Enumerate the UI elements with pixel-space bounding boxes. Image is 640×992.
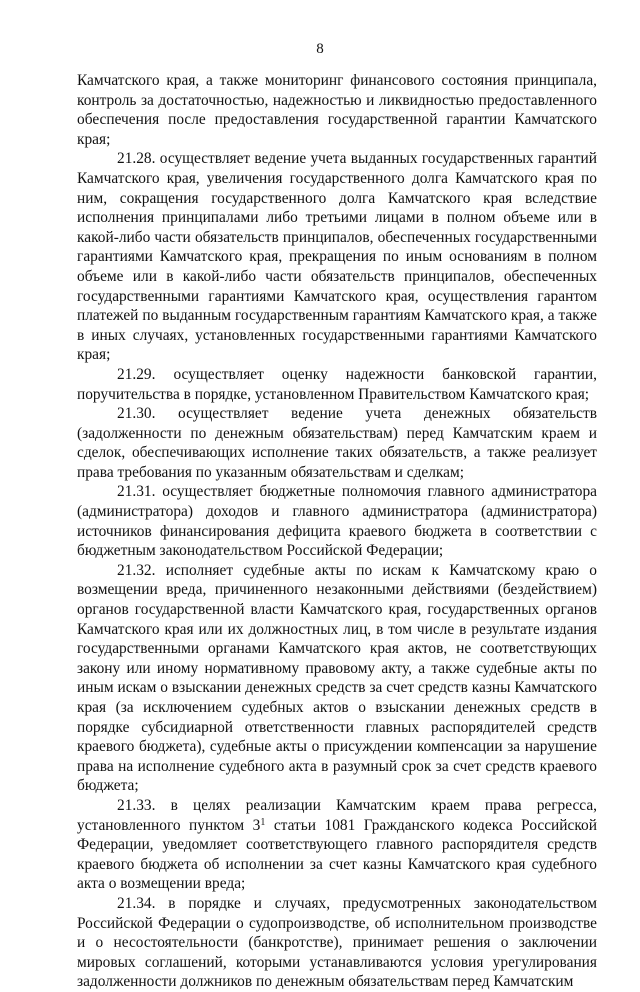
paragraph-continuation: Камчатского края, а также мониторинг финансового состояния принципала, контроль за достаточностью, надежностью и ликвидностью предоставленного обеспечения после предоставления государственной гарантии Камчатского края; bbox=[77, 72, 597, 148]
document-body bbox=[77, 71, 597, 992]
paragraph-21-31: 21.31. осуществляет бюджетные полномочия главного администратора (администратора) доходов и главного администратора (администратора) источников финансирования дефицита краевого бюджета в соответствии с бюджетным законодательством Российской Федерации; bbox=[77, 483, 597, 560]
paragraph-21-34: 21.34. в порядке и случаях, предусмотренных законодательством Российской Федерации о судопроизводстве, об исполнительном производстве и о несостоятельности (банкротстве), принимает решения о заключении мировых соглашений, которыми устанавливаются условия урегулирования задолженности должников по денежным обязательствам перед Камчатским bbox=[77, 894, 597, 991]
paragraph-21-33-text-end: статьи 1081 Гражданского кодекса Российской Федерации, уведомляет соответствующего главного распорядителя средств краевого бюджета об исполнении за счет казны Камчатского края судебного акта о возмещении вреда; bbox=[77, 816, 597, 893]
superscript-marker: 1 bbox=[260, 816, 266, 828]
page-number: 8 bbox=[316, 41, 324, 57]
paragraph-21-29: 21.29. осуществляет оценку надежности банковской гарантии, поручительства в порядке, установленном Правительством Камчатского края; bbox=[77, 365, 597, 403]
paragraph-21-32: 21.32. исполняет судебные акты по искам к Камчатскому краю о возмещении вреда, причиненного незаконными действиями (бездействием) органов государственной власти Камчатского края, государственных органов Камчатского края или их должностных лиц, в том числе в результате издания государственными органами Камчатского края актов, не соответствующих закону или иному нормативному правовому акту, а также судебные акты по иным искам о взыскании денежных средств за счет средств казны Камчатского края (за исключением судебных актов о взыскании денежных средств в порядке субсидиарной ответственности главных распорядителей средств краевого бюджета), судебные акты о присуждении компенсации за нарушение права на исполнение судебного акта в разумный срок за счет средств краевого бюджета; bbox=[77, 561, 597, 795]
paragraph-21-33 bbox=[77, 796, 597, 894]
paragraph-21-28: 21.28. осуществляет ведение учета выданных государственных гарантий Камчатского края, увеличения государственного долга Камчатского края по ним, сокращения государственного долга Камчатского края вследствие исполнения принципалами либо третьими лицами в полном объеме или в какой-либо части обязательств принципалов, обеспеченных государственными гарантиями Камчатского края, прекращения по иным основаниям в полном объеме или в какой-либо части обязательств принципалов, обеспеченных государственными гарантиями Камчатского края, осуществления гарантом платежей по выданным государственным гарантиям Камчатского края, а также в иных случаях, установленных государственными гарантиями Камчатского края; bbox=[77, 150, 597, 364]
paragraph-21-33-text-start: 21.33. в целях реализации Камчатским краем права регресса, установленного пунктом 3 bbox=[77, 796, 597, 834]
paragraph-21-30: 21.30. осуществляет ведение учета денежных обязательств (задолженности по денежным обязательствам) перед Камчатским краем и сделок, обеспечивающих исполнение таких обязательств, а также реализует права требования по указанным обязательствам и сделкам; bbox=[77, 405, 597, 481]
